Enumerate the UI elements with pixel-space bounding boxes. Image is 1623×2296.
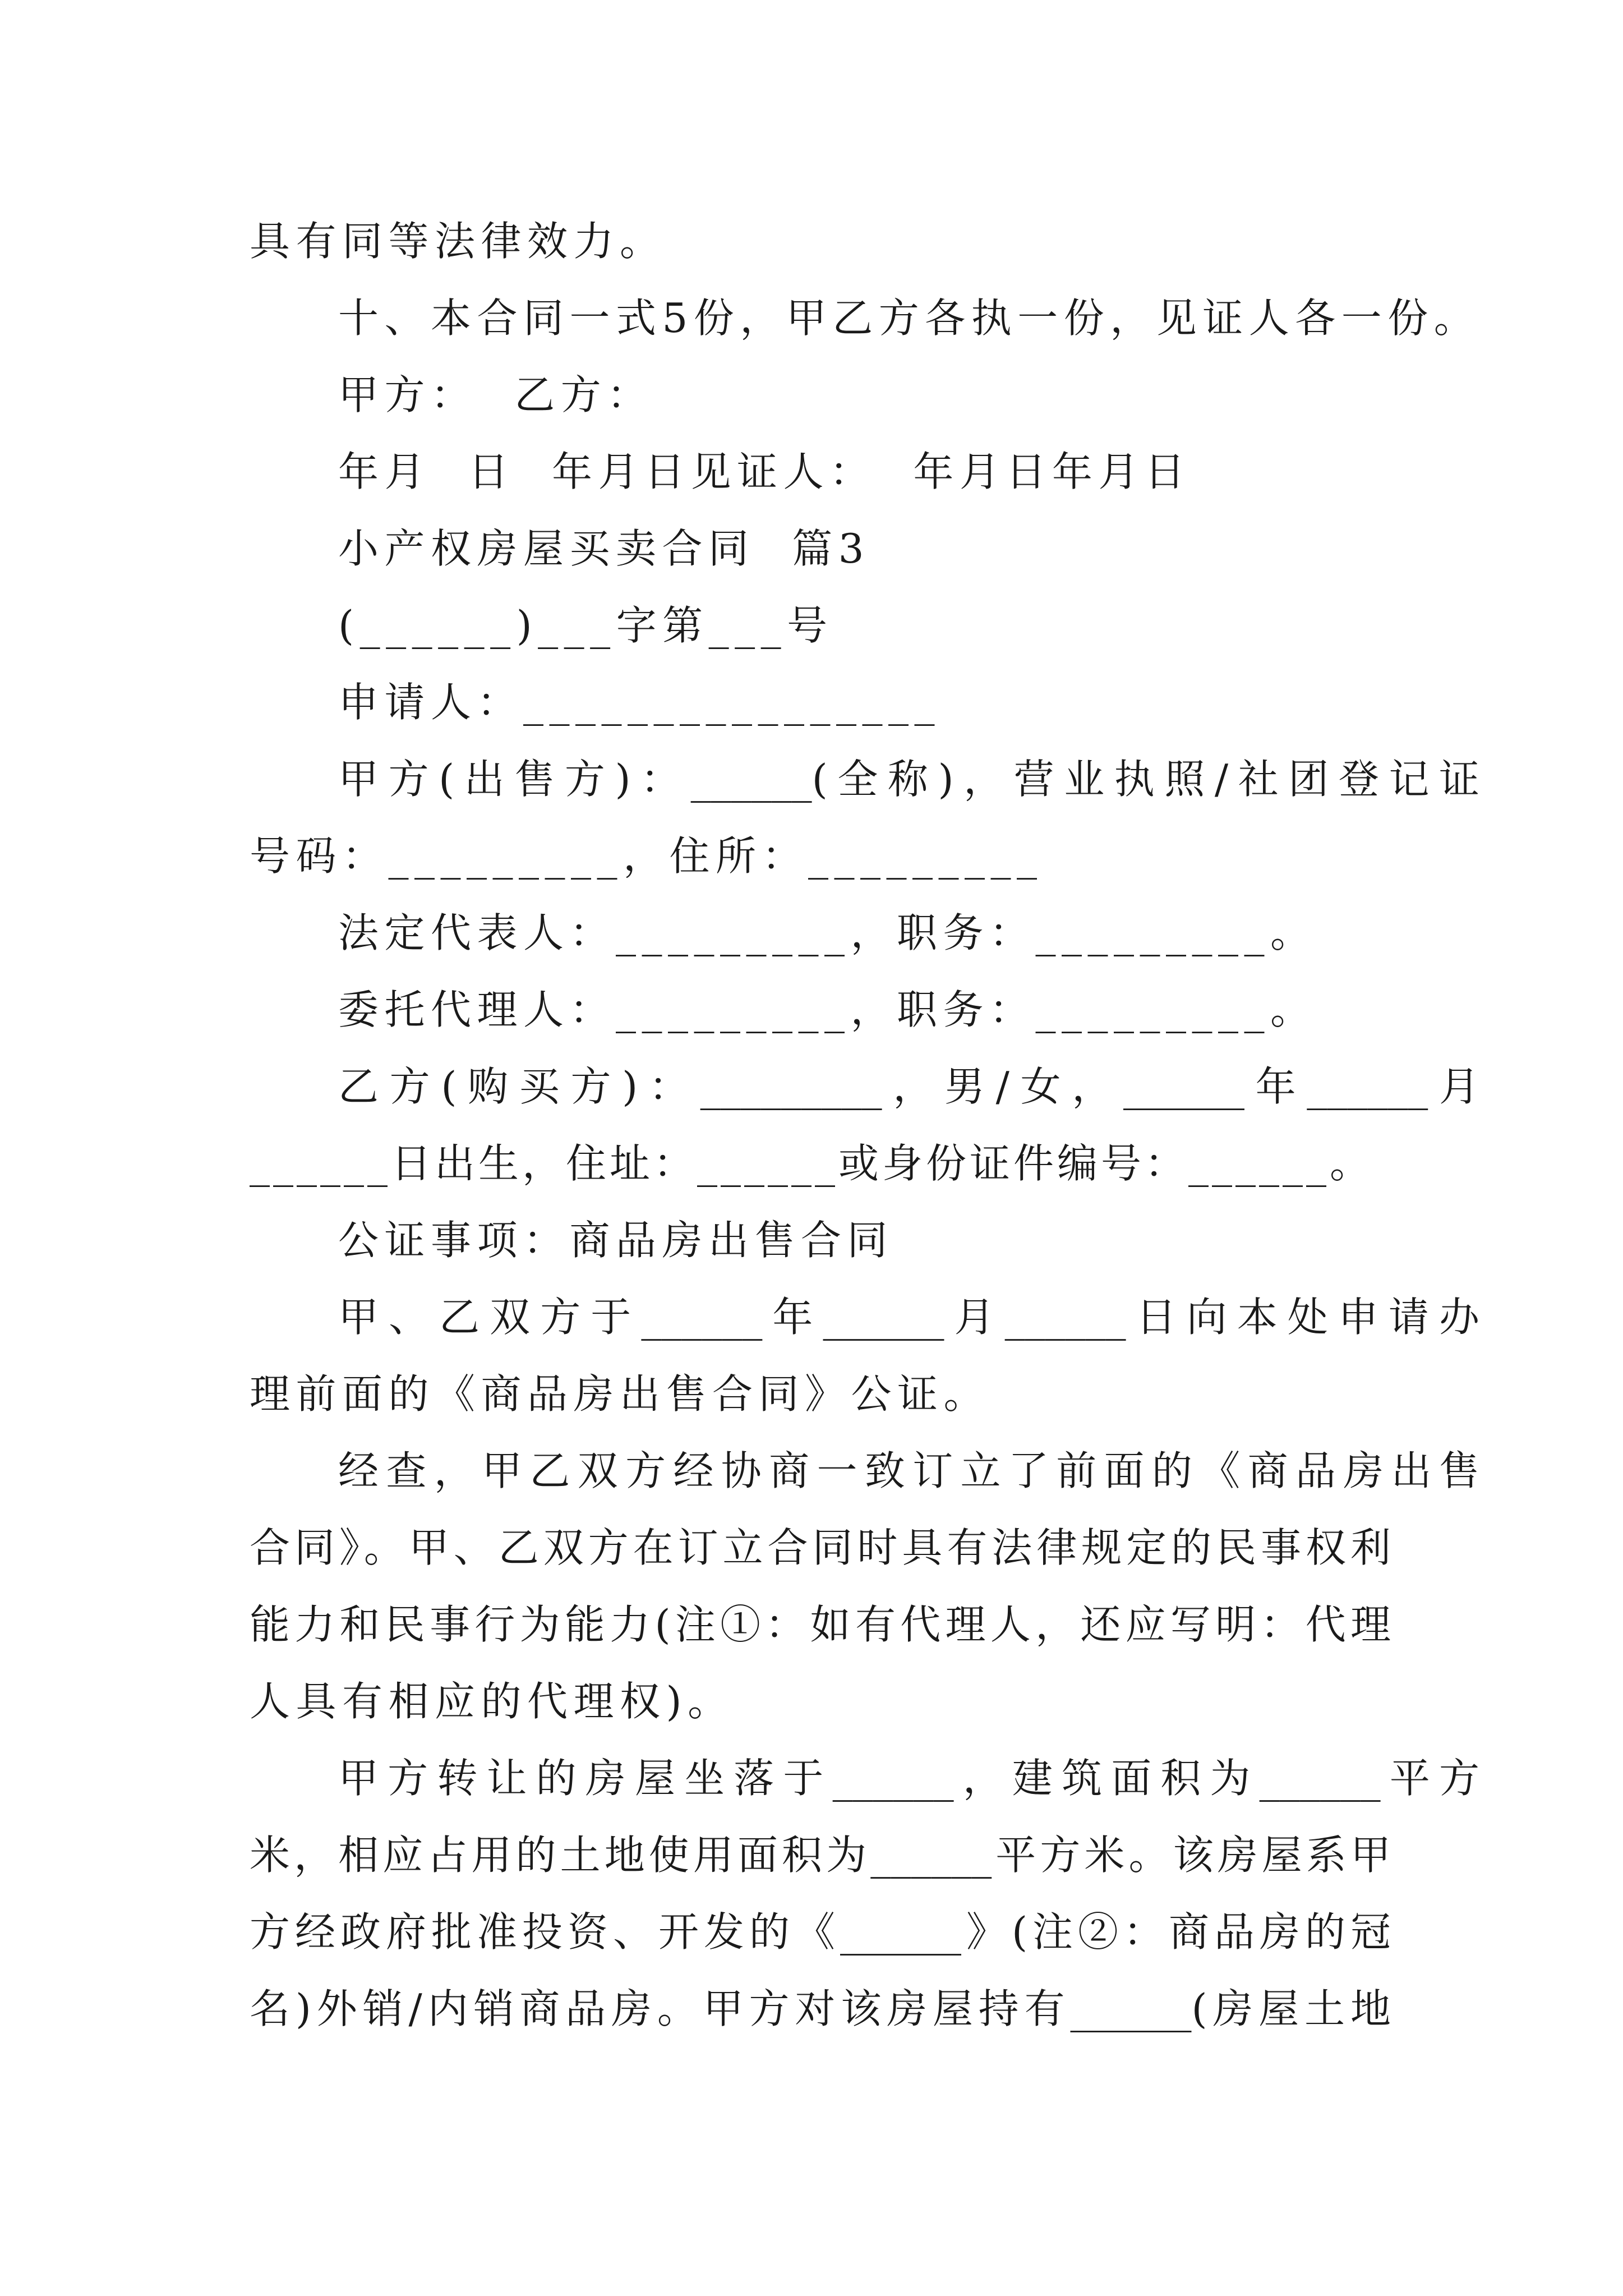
text-line-continuation: 具有同等法律效力。 (250, 218, 666, 265)
text-line-buyer-birth: ______日出生，住址：______或身份证件编号：______。 (250, 1140, 1374, 1187)
text-line-notary-matter: 公证事项：商品房出售合同 (338, 1217, 894, 1264)
text-line-parties: 甲方： 乙方： (338, 371, 653, 418)
text-line-review-2: 合同》。甲、乙双方在订立合同时具有法律规定的民事权利 (250, 1524, 1391, 1571)
text-line-property-4: 名)外销/内销商品房。甲方对该房屋持有______(房屋土地 (250, 1985, 1391, 2032)
text-line-review-3: 能力和民事行为能力(注①：如有代理人，还应写明：代理 (250, 1601, 1391, 1648)
text-line-document-number: (______)___字第___号 (338, 602, 833, 649)
text-line-buyer: 乙方(购买方)：_________，男/女，______年______月 (338, 1063, 1479, 1110)
text-line-property-1: 甲方转让的房屋坐落于______，建筑面积为______平方 (338, 1755, 1479, 1802)
text-line-seller-number: 号码：_________，住所：_________ (250, 832, 1043, 880)
text-line-seller: 甲方(出售方)：______(全称)，营业执照/社团登记证 (338, 756, 1479, 803)
text-line-review-4: 人具有相应的代理权)。 (250, 1678, 734, 1725)
text-line-applicant: 申请人：________________ (338, 679, 941, 726)
text-line-property-3: 方经政府批准投资、开发的《______》(注②：商品房的冠 (250, 1908, 1391, 1955)
text-line-agent: 委托代理人：_________，职务：_________。 (338, 986, 1317, 1033)
text-line-property-2: 米，相应占用的土地使用面积为______平方米。该房屋系甲 (250, 1832, 1391, 1879)
text-line-application-end: 理前面的《商品房出售合同》公证。 (250, 1370, 990, 1418)
text-line-legal-rep: 法定代表人：_________，职务：_________。 (338, 909, 1317, 956)
section-heading: 小产权房屋买卖合同 篇3 (338, 525, 870, 572)
text-line-application-date: 甲、乙双方于______年______月______日向本处申请办 (338, 1294, 1479, 1341)
text-line-signature-dates: 年月 日 年月日见证人： 年月日年月日 (338, 448, 1191, 495)
text-line-review-1: 经查，甲乙双方经协商一致订立了前面的《商品房出售 (338, 1447, 1479, 1494)
text-line-clause-ten: 十、本合同一式5份，甲乙方各执一份，见证人各一份。 (338, 295, 1481, 342)
